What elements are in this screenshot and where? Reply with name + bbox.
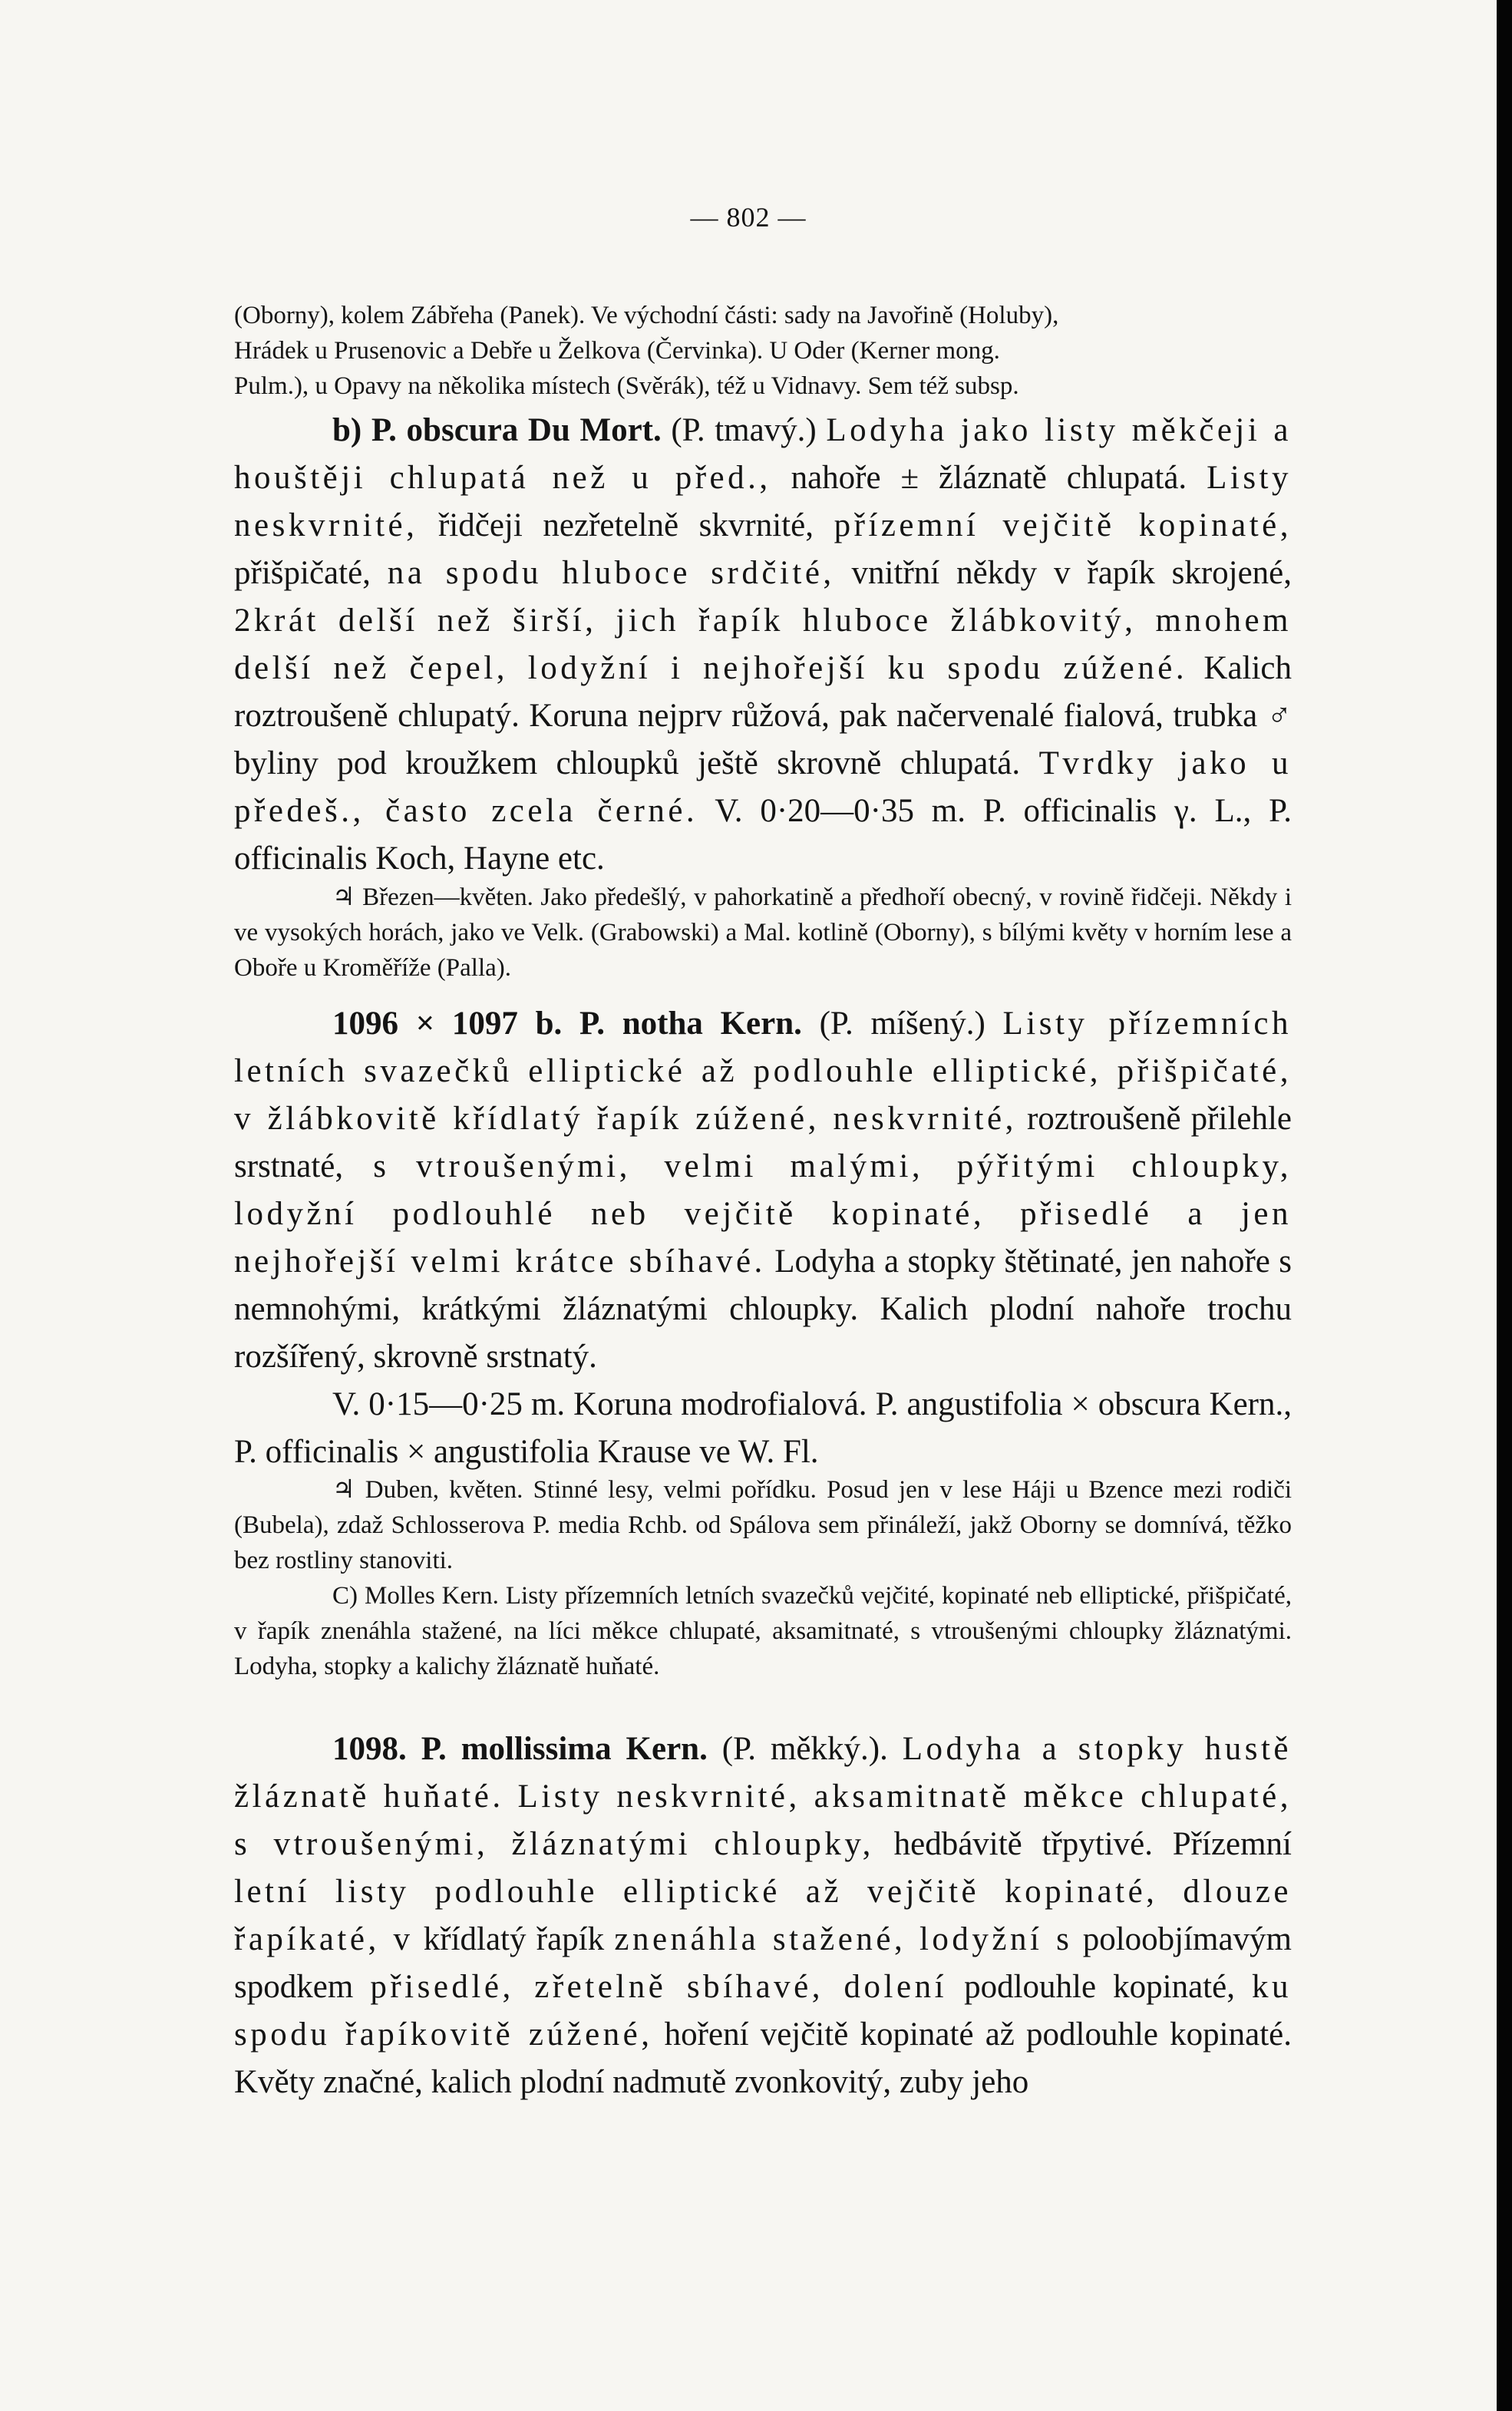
taxon-name: b) P. obscura Du Mort. (332, 412, 662, 448)
notha-distribution-note (234, 1472, 1292, 1684)
text: přišpičaté, (234, 555, 371, 591)
entry-mollissima (234, 1726, 1292, 2106)
continued-distribution-text (234, 298, 1292, 404)
entry-notha (234, 1000, 1292, 1476)
spaced-text: vtroušenými, velmi malými, pýřitými chloupky, lodyžní podlouhlé neb vejčitě kopinaté, přisedlé a jen nejhořejší velmi krátce sbíhavé. (234, 1148, 1292, 1280)
spaced-text: přízemní vejčitě kopinaté, (834, 507, 1292, 543)
spaced-text: na spodu hluboce srdčité, (387, 555, 835, 591)
spaced-text: přisedlé, zřetelně sbíhavé, dolení (370, 1969, 948, 2005)
text-line: (Oborny), kolem Zábřeha (Panek). Ve východní části: sady na Javořině (Holuby), (234, 302, 1059, 329)
text: hedbávitě třpytivé. Přízemní (893, 1826, 1292, 1862)
czech-name: (P. míšený.) (819, 1006, 985, 1042)
taxon-name: 1098. P. mollissima Kern. (332, 1731, 708, 1767)
entry-description (234, 1726, 1292, 2106)
note-text: ♃ Březen—květen. Jako předešlý, v pahorkatině a předhoří obecný, v rovině řidčeji. Někdy i ve vysokých horách, jako ve Velk. (Grabowski) a Mal. kotlině (Oborny), s bílými květy v horním lese a Oboře u Kroměříže (Palla). (234, 883, 1292, 982)
text: Kalich roztroušeně chlupatý. Koruna nejprv růžová, pak načervenalé fialová, trubka ♂ byliny pod kroužkem chloupků ještě skrovně chlupatá. (234, 650, 1292, 781)
text: vnitřní někdy v řapík skrojené, (851, 555, 1292, 591)
scan-edge (1497, 0, 1512, 2411)
spaced-text: ku spodu řapíkovitě zúžené, (234, 1969, 1292, 2053)
text: podlouhle kopinaté, (964, 1969, 1235, 2005)
text-line: Hrádek u Prusenovic a Debře u Želkova (Červinka). U Oder (Kerner mong. (234, 337, 1000, 365)
synonyms: P. officinalis γ. L., P. officinalis Koch, Hayne etc. (234, 793, 1292, 877)
text: poloobjímavým spodkem (234, 1921, 1292, 2005)
obscura-distribution-note (234, 880, 1292, 986)
entry-obscura (234, 407, 1292, 883)
text: Lodyha a stopky štětinaté, jen nahoře s nemnohými, krátkými žláznatými chloupky. Kalich plodní nahoře trochu rozšířený, skrovně srstnatý. (234, 1243, 1292, 1375)
spaced-text: Listy přízemních letních svazečků elliptické až podlouhle elliptické, přišpičaté, v žlábkovitě křídlatý řapík zúžené, neskvrnité, (234, 1006, 1292, 1137)
section-molles-text: C) Molles Kern. Listy přízemních letních svazečků vejčité, kopinaté neb elliptické, přišpičaté, v řapík znenáhla stažené, na líci měkce chlupaté, aksamitnaté, s vtroušenými chloupky žláznatými. Lodyha, stopky a kalichy žláznatě huňaté. (234, 1582, 1292, 1680)
spaced-text: 2krát delší než širší, jich řapík hluboce žlábkovitý, mnohem delší než čepel, lodyžní i nejhořejší ku spodu zúžené. (234, 603, 1292, 686)
czech-name: (P. tmavý.) (671, 412, 817, 448)
text: hoření vejčitě kopinaté až podlouhle kopinaté. Květy značné, kalich plodní nadmutě zvonkovitý, zuby jeho (234, 2016, 1292, 2100)
spaced-text: Lodyha a stopky hustě žláznatě huňaté. Listy neskvrnité, aksamitnatě měkce chlupaté, s vtroušenými, žláznatými chloupky, (234, 1731, 1292, 1862)
text: řidčeji nezřetelně skvrnité, (437, 507, 814, 543)
entry-measurements: V. 0·15—0·25 m. Koruna modrofialová. P. angustifolia × obscura Kern., P. officinalis × angustifolia Krause ve W. Fl. (234, 1386, 1292, 1470)
text: křídlatý řapík (423, 1921, 605, 1957)
spaced-text: letní listy podlouhle elliptické až vejčitě kopinaté, dlouze řapíkaté, v (234, 1874, 1292, 1957)
note-text: ♃ Duben, květen. Stinné lesy, velmi pořídku. Posud jen v lese Háji u Bzence mezi rodiči (Bubela), zdaž Schlosserova P. media Rchb. od Spálova sem přináleží, jakž Oborny se domnívá, těžko bez rostliny stanoviti. (234, 1476, 1292, 1574)
entry-description (234, 1000, 1292, 1381)
spaced-text: Tvrdky jako u předeš., často zcela černé. (234, 745, 1292, 829)
text: roztroušeně přilehle srstnaté, s (234, 1101, 1292, 1184)
page-number: — 802 — (690, 202, 807, 233)
text: nahoře ± žláznatě chlupatá. (791, 460, 1187, 496)
entry-description (234, 407, 1292, 883)
spaced-text: Listy neskvrnité, (234, 460, 1292, 543)
spaced-text: Lodyha jako listy měkčeji a houštěji chlupatá než u před., (234, 412, 1292, 496)
czech-name: (P. měkký.). (721, 1731, 888, 1767)
spaced-text: znenáhla stažené, lodyžní s (614, 1921, 1073, 1957)
taxon-name: 1096 × 1097 b. P. notha Kern. (332, 1006, 802, 1042)
text-line: Pulm.), u Opavy na několika místech (Svěrák), též u Vidnavy. Sem též subsp. (234, 372, 1019, 400)
text: V. 0·20—0·35 m. (715, 793, 966, 829)
